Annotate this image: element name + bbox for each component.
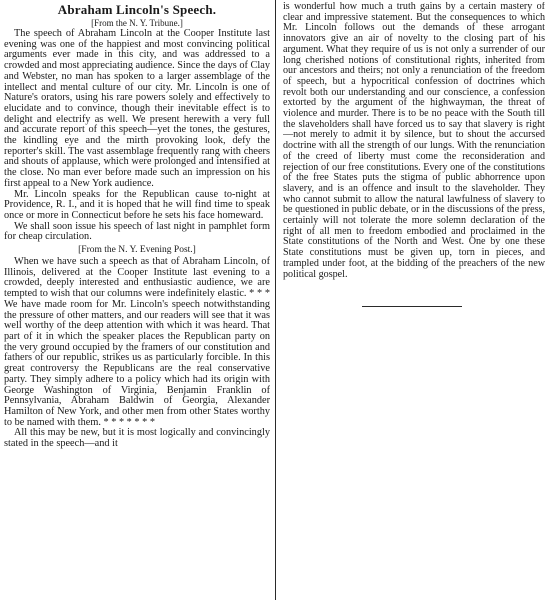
paragraph-tribune-2: Mr. Lincoln speaks for the Republican cause to-night at Providence, R. I., and it is hoped that he will find time to speak once or more in Connecticut before he sets his face homeward. — [4, 188, 270, 221]
paragraph-post-1: When we have such a speech as that of Abraham Lincoln, of Illinois, delivered at the Cooper Institute last evening to a crowded, deeply interested and enthusiastic audience, we are tempted to wish that our columns were indefinitely elastic. * * * We have made room for Mr. Lincoln's speech notwithstanding the pressure of other matters, and our readers will see that it was well worthy of the deep attention with which it was heard. That part of it in which the speaker places the Republican party on the very ground occupied by the framers of our constitution and fathers of our republic, strikes us as particularly forcible. In this great controversy the Republicans are the real conservative party. They simply adhere to a policy which had its origin with George Washington of Virginia, Benjamin Franklin of Pennsylvania, Abraham Baldwin of Georgia, Alexander Hamilton of New York, and other men from other States worthy to be named with them. * * * * * * * — [4, 256, 270, 428]
paragraph-post-continued: is wonderful how much a truth gains by a certain mastery of clear and impressive statement. But the consequences to which Mr. Lincoln follows out the demands of these arrogant innovators give an air of novelty to the closing part of his argument. What they require of us is not only a surrender of our long cherished notions of constitutional rights, inherited from our ancestors and theirs; not only a renunciation of the freedom of speech, but a hypocritical confession of doctrines which revolt both our understanding and our conscience, a confession extorted by the argument of the highwayman, the threat of violence and murder. There is to be no peace with the South till the slaveholders shall have forced us to say that slavery is right—not merely to admit it by silence, but to shout the accursed doctrine with all the strength of our lungs. With the renunciation of the creed of liberty must come the reconsideration and rejection of our free constitutions. Every one of the constitutions of the free States puts the stigma of public abhorrence upon slavery, and is an offence and insult to the slaveholder. They who cannot submit to allow the natural lawfulness of slavery to be questioned in public debate, or in the discussions of the press, certainly will not tolerate the more solemn declaration of the right of all men to freedom embodied and proclaimed in the State constitutions of the North and West. One by one these State constitutions must be given up, torn in pieces, and trampled under foot, at the bidding of the preachers of the new political gospel. — [283, 2, 545, 280]
paragraph-tribune-3: We shall soon issue his speech of last night in pamphlet form for cheap circulation. — [4, 220, 270, 243]
right-column — [283, 2, 545, 312]
source-evening-post: [From the N. Y. Evening Post.] — [78, 245, 196, 256]
article-end-rule — [362, 306, 462, 307]
paragraph-tribune-1: The speech of Abraham Lincoln at the Cooper Institute last evening was one of the happiest and most convincing political arguments ever made in this city, and was addressed to a crowded and most appreciating audience. Since the days of Clay and Webster, no man has spoken to a larger assemblage of the intellect and mental culture of our city. Mr. Lincoln is one of Nature's orators, using his rare powers solely and effectively to elucidate and to convince, though their inevitable effect is to delight and electrify as well. We present herewith a very full and accurate report of this speech—yet the tones, the gestures, the kindling eye and the mirth provoking look, defy the reporter's skill. The vast assemblage frequently rang with cheers and shouts of applause, which were prolonged and intensified at the close. No man ever before made such an impression on his first appeal to a New York audience. — [4, 28, 270, 189]
left-column — [4, 2, 270, 598]
source-tribune: [From the N. Y. Tribune.] — [91, 18, 183, 28]
column-divider — [275, 0, 276, 600]
article-headline: Abraham Lincoln's Speech. — [57, 2, 217, 17]
paragraph-post-2: All this may be new, but it is most logically and convincingly stated in the speech—and it — [4, 427, 270, 450]
